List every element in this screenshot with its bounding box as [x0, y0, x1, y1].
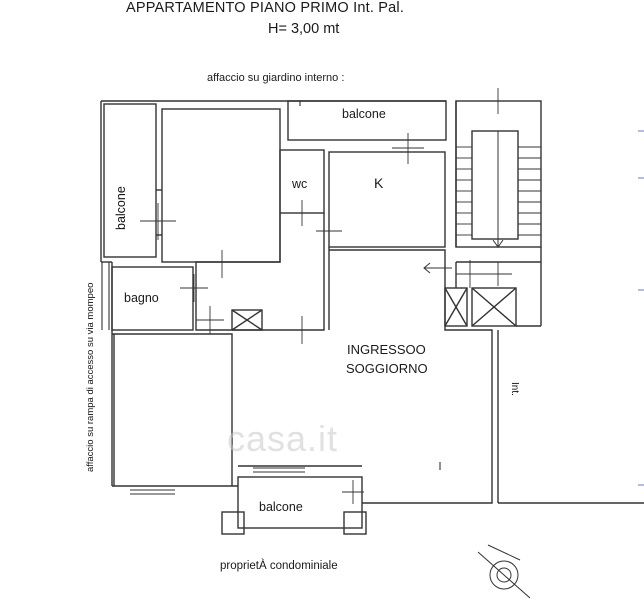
- room-label-wc: wc: [292, 177, 308, 191]
- room-label-bagno: bagno: [124, 291, 159, 305]
- room-label-kitchen: K: [374, 175, 384, 191]
- north-arrow-icon: [478, 545, 530, 598]
- view-note-top: affaccio su giardino interno :: [207, 72, 345, 84]
- ownership-note: proprietÀ condominiale: [220, 560, 338, 572]
- room-upper-left: [162, 109, 280, 262]
- room-label-soggiorno: SOGGIORNO: [346, 361, 428, 376]
- room-label-balcone-bottom: balcone: [259, 500, 303, 514]
- drawing-title: APPARTAMENTO PIANO PRIMO Int. Pal.: [126, 0, 405, 16]
- watermark-logo: casa.it: [227, 418, 339, 459]
- ceiling-height: H= 3,00 mt: [268, 21, 340, 37]
- int-label: Int.: [509, 382, 520, 396]
- view-note-left: affaccio su rampa di accesso su via mompeo: [85, 282, 96, 472]
- room-label-balcone-left: balcone: [114, 186, 128, 230]
- room-label-balcone-top: balcone: [342, 107, 386, 121]
- room-label-ingresso: INGRESSOO: [347, 342, 426, 357]
- kitchen-room: [329, 152, 445, 247]
- balcone-left-area: [104, 104, 156, 257]
